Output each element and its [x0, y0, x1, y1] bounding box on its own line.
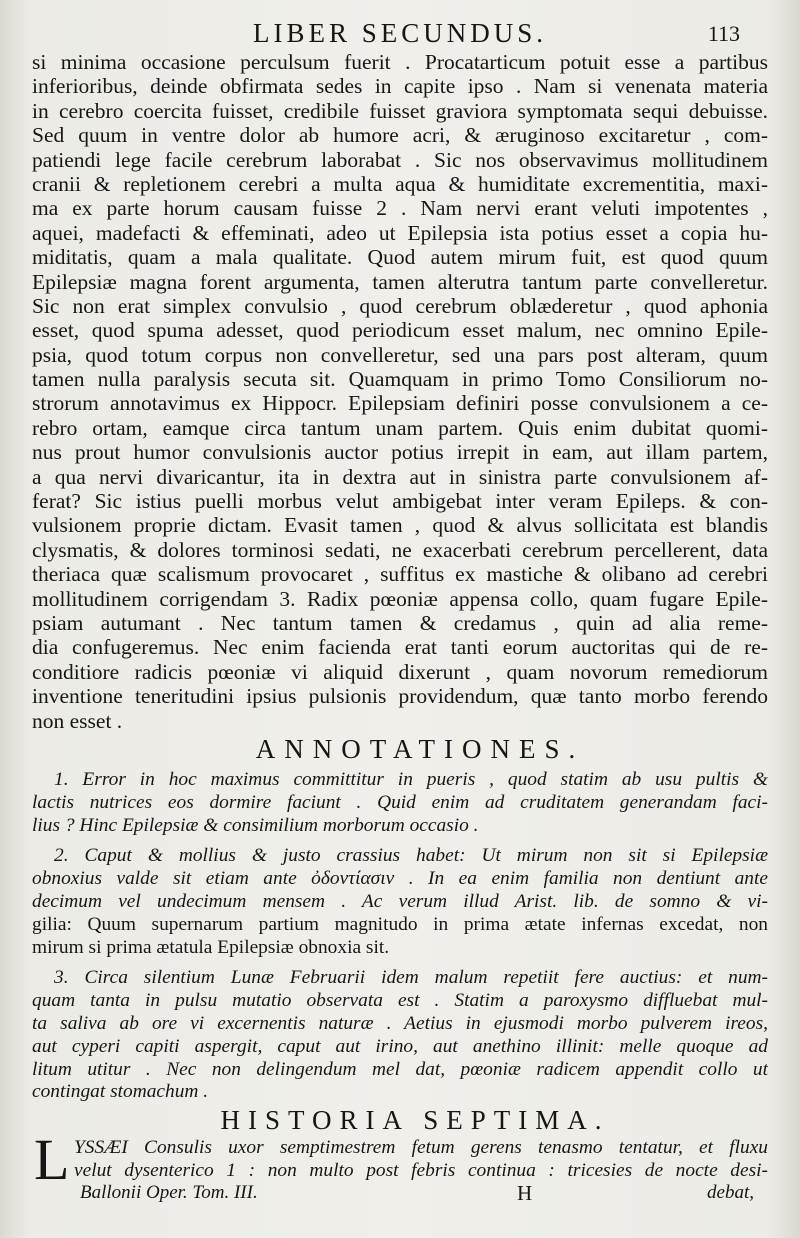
annotation-line: aut cyperi capiti aspergit, caput aut irino, aut anethino illinit: melle quoque ad: [32, 1035, 768, 1057]
body-line: Epilepsiæ magna forent argumenta, tamen alterutra tantum parte convelleretur.: [32, 269, 768, 294]
body-line: clysmatis, & dolores torminosi sedati, ne exacerbati cerebrum percellerent, data: [32, 537, 768, 562]
body-line: a qua nervi divaricantur, ita in dextra aut in sinistra parte convulsionem af-: [32, 464, 768, 489]
body-line: mollitudinem corrigendam 3. Radix pœoniæ appensa collo, quam fugare Epile-: [32, 586, 768, 611]
annotation-line: 3. Circa silentium Lunæ Februarii idem malum repetiit fere auctius: et num-: [54, 967, 768, 989]
historia-line: YSSÆI Consulis uxor semptimestrem fetum gerens tenasmo tentatur, et fluxu: [74, 1137, 768, 1159]
historia-line: velut dysenterico 1 : non multo post febris continua : tricesies de nocte desi-: [74, 1160, 768, 1182]
body-line: inferioribus, deinde obfirmata sedes in capite ipso . Nam si venenata materia: [32, 74, 768, 99]
body-line: inventione teneritudini ipsius pulsionis providendum, quæ tanto morbo ferendo: [32, 684, 768, 709]
body-line: Sed quum in ventre dolor ab humore acri, & æruginoso excitaretur , com-: [32, 123, 768, 148]
page-footer: [32, 1182, 768, 1204]
annotation-note-3: [32, 967, 768, 1104]
body-line: theriaca quæ scalismum provocaret , suffitus ex mastiche & olibano ad cerebri: [32, 562, 768, 587]
body-line: non esset .: [32, 708, 123, 733]
body-text: [32, 50, 768, 733]
body-line: psiam autumant . Nec tantum tamen & credamus , quin ad alia reme-: [32, 610, 768, 635]
running-head: LIBER SECUNDUS.: [252, 18, 548, 48]
annotations-heading: ANNOTATIONES.: [255, 733, 585, 764]
annotation-note-2: [32, 845, 768, 959]
annotation-line: lius ? Hinc Epilepsiæ & consimilium morborum occasio .: [32, 814, 479, 836]
body-line: rebro ortam, eamque circa tantum unam partem. Quis enim dubitat quomi-: [32, 415, 768, 440]
signature-line: Ballonii Oper. Tom. III.: [80, 1182, 258, 1204]
page-number: 113: [707, 21, 740, 46]
historia-heading: HISTORIA SEPTIMA.: [220, 1105, 610, 1136]
annotation-line: 2. Caput & mollius & justo crassius habet: Ut mirum non sit si Epilepsiæ: [54, 845, 768, 867]
catchword: debat,: [707, 1182, 754, 1204]
body-line: dia confugeremus. Nec enim facienda erat tanti eorum auctoritas qui de re-: [32, 635, 768, 660]
body-line: patiendi lege facile cerebrum laborabat . Sic nos observavimus mollitudinem: [32, 147, 768, 172]
body-line: si minima occasione perculsum fuerit . Procatarticum potuit esse a partibus: [32, 50, 768, 74]
body-line: in cerebro coercita fuisset, credibile fuisset graviora symptomata sequi debuisse.: [32, 98, 768, 123]
annotation-line: 1. Error in hoc maximus committitur in pueris , quod statim ab usu pultis &: [54, 768, 768, 790]
body-line: ferat? Sic istius puelli morbus velut ambigebat inter veram Epileps. & con-: [32, 489, 768, 514]
annotation-note-1: [32, 769, 768, 837]
body-line: strorum annotavimus ex Hippocr. Epilepsiam definiri posse convulsionem a ce-: [32, 391, 768, 416]
body-line: cranii & repletionem cerebri a multa aqua & humiditate excrementitia, maxi-: [32, 171, 768, 196]
page-header: [0, 18, 800, 48]
body-line: esset, quod spuma adesset, quod periodicum esset malum, nec omnino Epile-: [32, 318, 768, 343]
annotation-line: obnoxius valde sit etiam ante ὀδοντίασιν . In ea enim familia non dentiunt ante: [32, 868, 768, 890]
body-line: conditiore radicis pœoniæ vi aliquid dixerunt , quam novorum remediorum: [32, 659, 768, 684]
body-line: miditatis, quam a mala qualitate. Quod autem mirum fuit, est quod quum: [32, 245, 768, 270]
page-content: [32, 50, 768, 1204]
annotation-line: gilia: Quum supernarum partium magnitudo in prima ætate infernas excedat, non: [32, 913, 768, 935]
annotation-line: lactis nutrices eos dormire faciunt . Quid enim ad cruditatem generandam faci-: [32, 791, 768, 813]
annotation-line: decimum vel undecimum mensem . Ac verum illud Arist. lib. de somno & vi-: [32, 890, 768, 912]
annotation-line: mirum si prima ætatula Epilepsiæ obnoxia sit.: [32, 936, 390, 958]
annotation-line: litum utitur . Nec non delingendum mel dat, pœoniæ radicem appendit collo ut: [32, 1058, 768, 1080]
body-line: ma ex parte horum causam fuisse 2 . Nam nervi erant veluti impotentes ,: [32, 196, 768, 221]
body-line: nus prout humor convulsionis auctor potius irrepit in eam, aut illam partem,: [32, 440, 768, 465]
body-line: vulsionem proprie dictam. Evasit tamen , quod & alvus sollicitata est blandis: [32, 513, 768, 538]
annotation-line: ta saliva ab ore vi excernentis naturæ . Aetius in ejusmodi morbo pulverem ireos,: [32, 1012, 768, 1034]
body-line: tamen nulla paralysis secuta sit. Quamquam in primo Tomo Consiliorum no-: [32, 367, 768, 392]
body-line: Sic non erat simplex convulsio , quod cerebrum oblæderetur , quod aphonia: [32, 293, 768, 318]
body-line: aquei, madefacti & effeminati, adeo ut Epilepsia ista potius esset a copia hu-: [32, 220, 768, 245]
signature-mark: H: [517, 1182, 533, 1205]
annotation-line: contingat stomachum .: [32, 1081, 209, 1103]
body-line: psia, quod totum corpus non convelleretur, sed una pars post alteram, quum: [32, 342, 768, 367]
annotation-line: quam tanta in pulsu mutatio observata est . Statim a paroxysmo diffluebat mul-: [32, 990, 768, 1012]
drop-cap: L: [34, 1127, 70, 1193]
